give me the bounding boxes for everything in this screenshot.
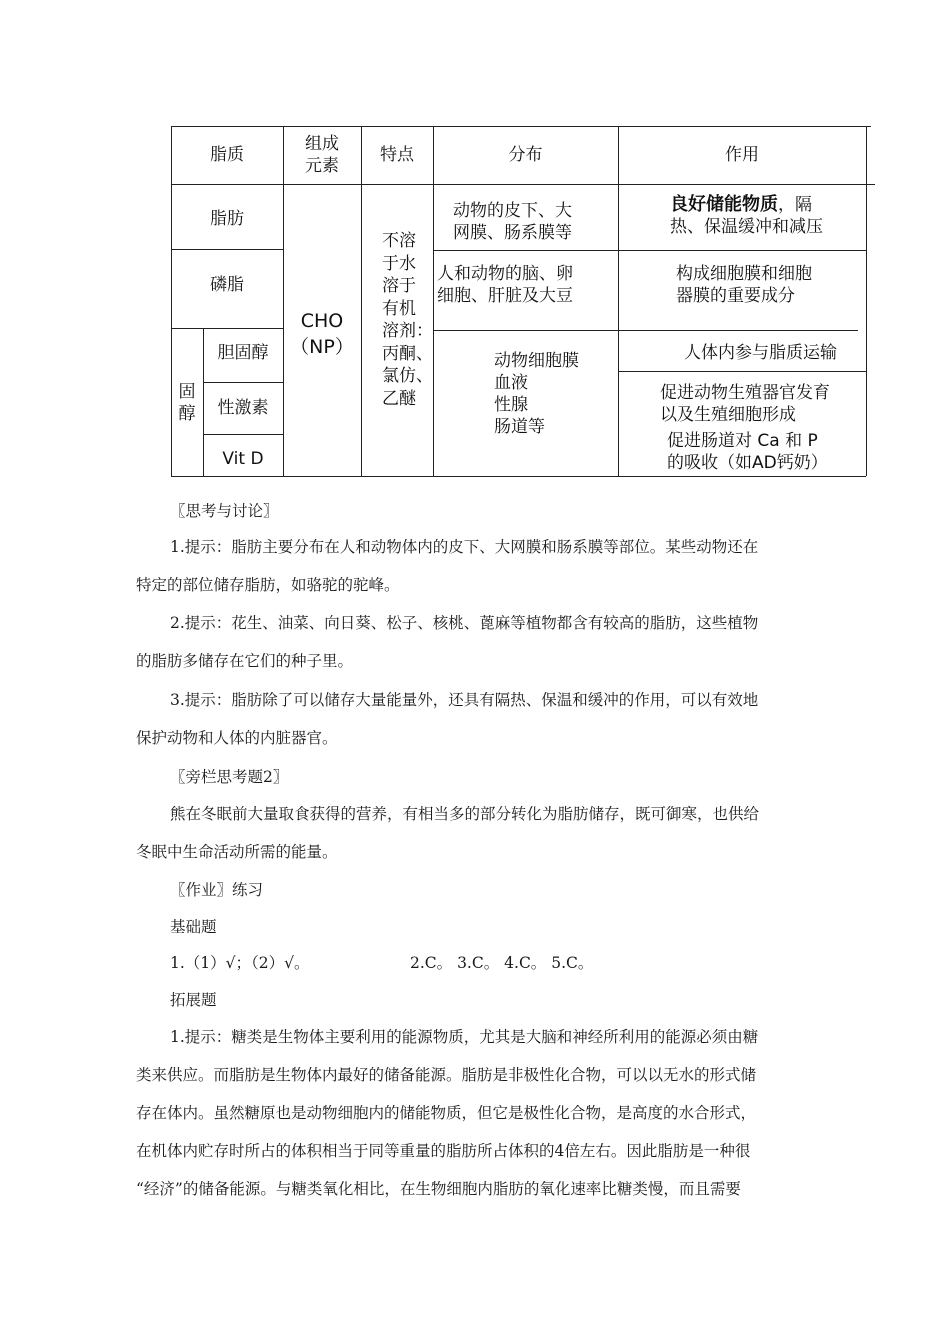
- table-bottom-border: [171, 476, 866, 477]
- function-cholesterol: 人体内参与脂质运输: [684, 343, 837, 363]
- row-cholesterol: 胆固醇: [217, 343, 269, 363]
- phospholipid-row-bottom: [171, 328, 283, 329]
- distribution-sterol: 动物细胞膜 血液 性腺 肠道等: [494, 351, 579, 437]
- homework-heading: 〖作业〗练习: [170, 881, 264, 899]
- header-properties: 特点: [380, 145, 414, 165]
- row-phospholipid: 磷脂: [210, 275, 244, 295]
- col-function-left: [618, 126, 619, 476]
- header-lipid: 脂质: [210, 145, 244, 165]
- row-sex-hormone: 性激素: [217, 398, 269, 418]
- answer-2-text: 2.提示：花生、油菜、向日葵、松子、核桃、蓖麻等植物都含有较高的脂肪，这些植物 的脂肪多储存在它们的种子里。: [136, 614, 759, 670]
- answer-3: [136, 681, 816, 757]
- distribution-phospholipid: 人和动物的脑、卵 细胞、肝脏及大豆: [437, 264, 573, 306]
- bear-answer: [136, 795, 816, 871]
- row-fat: 脂肪: [210, 209, 244, 229]
- header-function: 作用: [725, 145, 759, 165]
- properties-value: 不溶 于水 溶于 有机 溶剂： 丙酮、 氯仿、 乙醚: [382, 231, 433, 409]
- cholesterol-func-bottom: [618, 371, 866, 372]
- answer-2: [136, 604, 816, 680]
- answer-1: [136, 528, 816, 604]
- function-fat-rest1: ，隔: [778, 195, 812, 215]
- basic-answers-2: 2.C。 3.C。 4.C。 5.C。: [410, 954, 594, 972]
- phospholipid-dist-bottom: [433, 330, 858, 331]
- col-properties-left: [361, 126, 362, 476]
- function-fat: [640, 194, 866, 238]
- distribution-fat: 动物的皮下、大 网膜、肠系膜等: [453, 201, 572, 243]
- header-distribution: 分布: [508, 145, 543, 165]
- function-fat-line2: 热、保温缓冲和减压: [670, 217, 823, 237]
- sidebar-heading: 〖旁栏思考题2〗: [170, 768, 289, 786]
- extension-answer-1: [136, 1018, 816, 1208]
- table-top-border: [171, 126, 871, 127]
- function-phospholipid: 构成细胞膜和细胞 器膜的重要成分: [676, 264, 812, 306]
- sex-hormone-row-bottom: [203, 434, 283, 435]
- answer-1-text: 1.提示：脂肪主要分布在人和动物体内的皮下、大网膜和肠系膜等部位。某些动物还在 特定的部位储存脂肪，如骆驼的驼峰。: [136, 538, 759, 594]
- header-elements: 组成 元素: [305, 134, 339, 176]
- function-fat-bold: 良好储能物质: [670, 194, 778, 215]
- header-bottom-border: [171, 184, 875, 185]
- elements-value: CHO （NP）: [290, 310, 354, 358]
- bear-answer-text: 熊在冬眠前大量取食获得的营养，有相当多的部分转化为脂肪储存，既可御寒，也供给 冬眠中生命活动所需的能量。: [136, 805, 760, 861]
- answer-3-text: 3.提示：脂肪除了可以储存大量能量外，还具有隔热、保温和缓冲的作用，可以有效地 保护动物和人体的内脏器官。: [136, 691, 759, 747]
- function-sex-hormone: 促进动物生殖器官发育 以及生殖细胞形成: [660, 383, 830, 425]
- basic-answers-1: 1.（1）√；（2）√。: [170, 954, 310, 972]
- extension-answer-1-text: 1.提示：糖类是生物体主要利用的能源物质，尤其是大脑和神经所利用的能源必须由糖 类来供应。而脂肪是生物体内最好的储备能源。脂肪是非极性化合物，可以以无水的形式储 存在体内。虽然糖原也是动物细胞内的储能物质，但它是极性化合物，是高度的水合形式， 在机体内贮存时所占的体积相当于同等重量的脂肪所占体积的4倍左右。因此脂肪是一种很 “经济”的储备能源。与糖类氧化相比，在生物细胞内脂肪的氧化速率比糖类慢，而且需要: [136, 1028, 759, 1198]
- row-vitd: Vit D: [222, 449, 264, 469]
- function-vitd: 促进肠道对 Ca 和 P 的吸收（如AD钙奶）: [667, 431, 828, 473]
- basic-heading: 基础题: [170, 918, 217, 936]
- think-discuss-heading: 〖思考与讨论〗: [170, 502, 279, 520]
- cholesterol-row-bottom: [203, 382, 283, 383]
- function-fat-line1: [640, 194, 866, 216]
- table-right-border: [866, 126, 867, 476]
- col-elements-left: [283, 126, 284, 476]
- row-sterol: 固 醇: [178, 382, 196, 424]
- fat-dist-bottom: [433, 250, 866, 251]
- fat-row-bottom: [171, 249, 283, 250]
- extension-heading: 拓展题: [170, 991, 217, 1009]
